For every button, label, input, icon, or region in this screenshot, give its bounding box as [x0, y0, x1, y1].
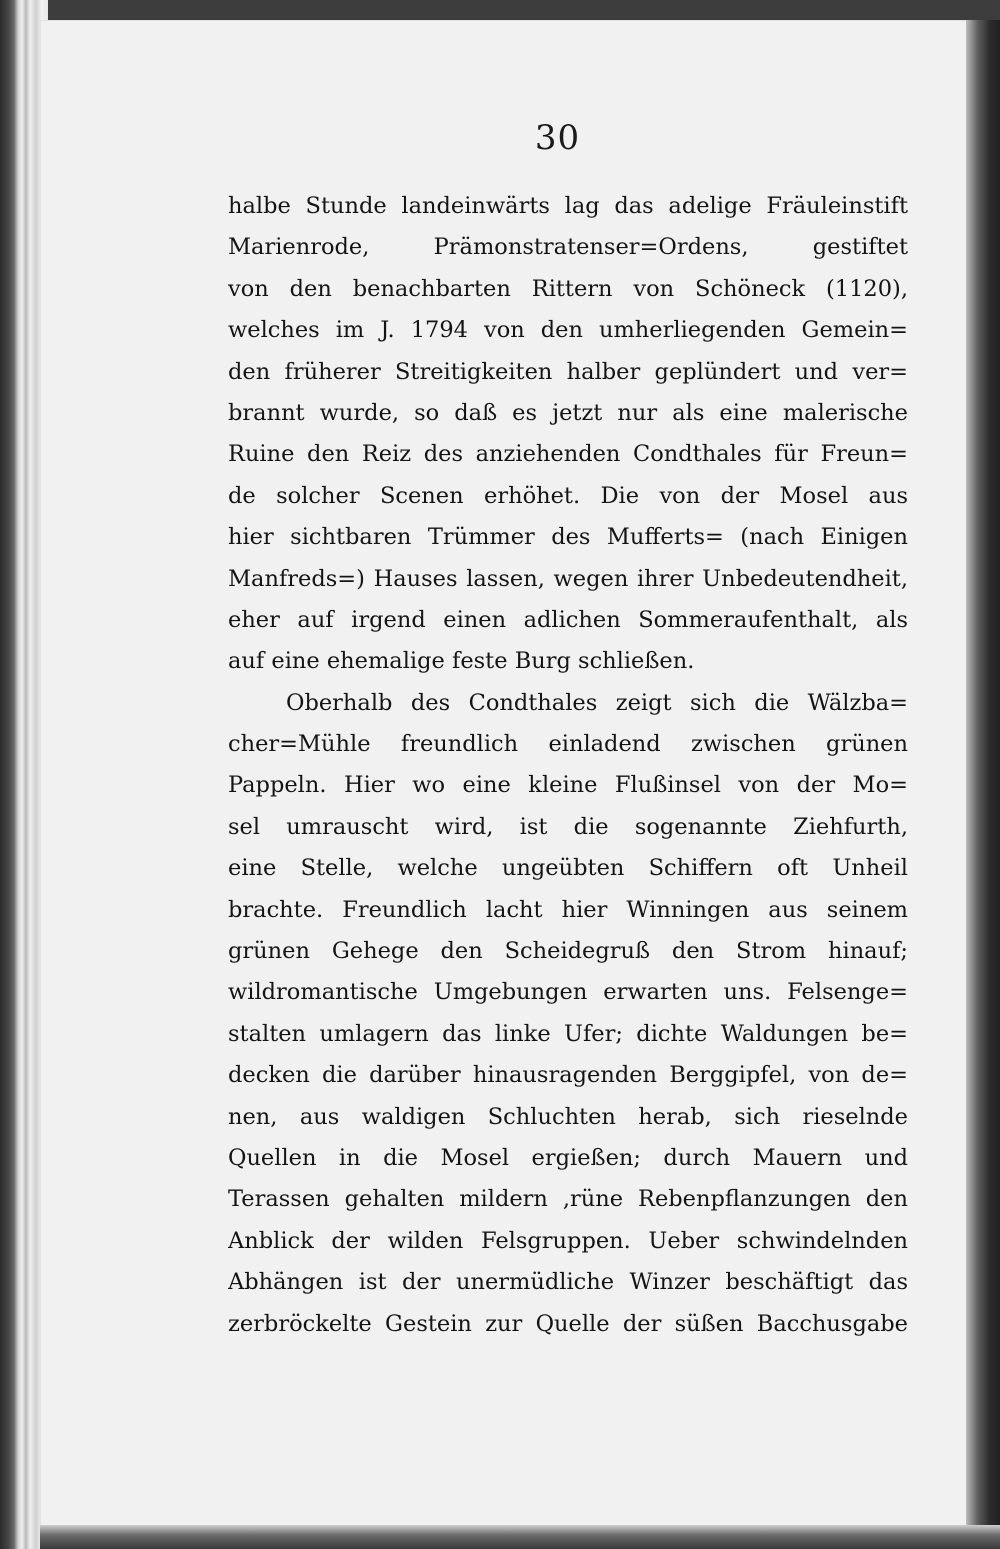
text-line: brachte. Freundlich lacht hier Winningen aus seinem — [228, 896, 908, 923]
text-line: brannt wurde, so daß es jetzt nur als eine malerische — [228, 399, 908, 426]
text-line: nen, aus waldigen Schluchten herab, sich rieselnde — [228, 1103, 908, 1130]
book-bottom-edge — [40, 1525, 1000, 1549]
body-text — [228, 186, 908, 1345]
text-line: cher=Mühle freundlich einladend zwischen grünen — [228, 731, 908, 758]
text-line: sel umrauscht wird, ist die sogenannte Ziehfurth, — [228, 813, 908, 840]
text-line: Manfreds=) Hauses lassen, wegen ihrer Unbedeutendheit, — [228, 565, 908, 592]
text-line: von den benachbarten Rittern von Schöneck (1120), — [228, 275, 908, 302]
text-line: Oberhalb des Condthales zeigt sich die Wälzba= — [286, 689, 908, 716]
text-line: den früherer Streitigkeiten halber geplündert und ver= — [228, 358, 908, 385]
text-line: stalten umlagern das linke Ufer; dichte Waldungen be= — [228, 1020, 908, 1047]
text-line: grünen Gehege den Scheidegruß den Strom hinauf; — [228, 938, 908, 965]
text-line: Ruine den Reiz des anziehenden Condthales für Freun= — [228, 441, 908, 468]
book-right-edge — [966, 20, 1000, 1549]
text-line: wildromantische Umgebungen erwarten uns. Felsenge= — [228, 979, 908, 1006]
text-line: Pappeln. Hier wo eine kleine Flußinsel von der Mo= — [228, 772, 908, 799]
text-line: Quellen in die Mosel ergießen; durch Mauern und — [228, 1144, 908, 1171]
text-line: Marienrode, Prämonstratenser=Ordens, gestiftet — [228, 234, 908, 261]
text-line: zerbröckelte Gestein zur Quelle der süßen Bacchusgabe — [228, 1310, 908, 1337]
text-line: decken die darüber hinausragenden Berggipfel, von de= — [228, 1062, 908, 1089]
text-line: eher auf irgend einen adlichen Sommeraufenthalt, als — [228, 606, 908, 633]
text-line: Abhängen ist der unermüdliche Winzer beschäftigt das — [228, 1269, 908, 1296]
text-line: auf eine ehemalige feste Burg schließen. — [228, 648, 695, 675]
text-line: eine Stelle, welche ungeübten Schiffern oft Unheil — [228, 855, 908, 882]
text-line: hier sichtbaren Trümmer des Mufferts= (nach Einigen — [228, 524, 908, 551]
text-line: Terassen gehalten mildern ,rüne Rebenpflanzungen den — [228, 1186, 908, 1213]
text-line: welches im J. 1794 von den umherliegenden Gemein= — [228, 317, 908, 344]
page-number: 30 — [534, 118, 581, 158]
text-line: de solcher Scenen erhöhet. Die von der Mosel aus — [228, 482, 908, 509]
text-line: Anblick der wilden Felsgruppen. Ueber schwindelnden — [228, 1227, 908, 1254]
text-line: halbe Stunde landeinwärts lag das adelige Fräuleinstift — [228, 193, 908, 219]
